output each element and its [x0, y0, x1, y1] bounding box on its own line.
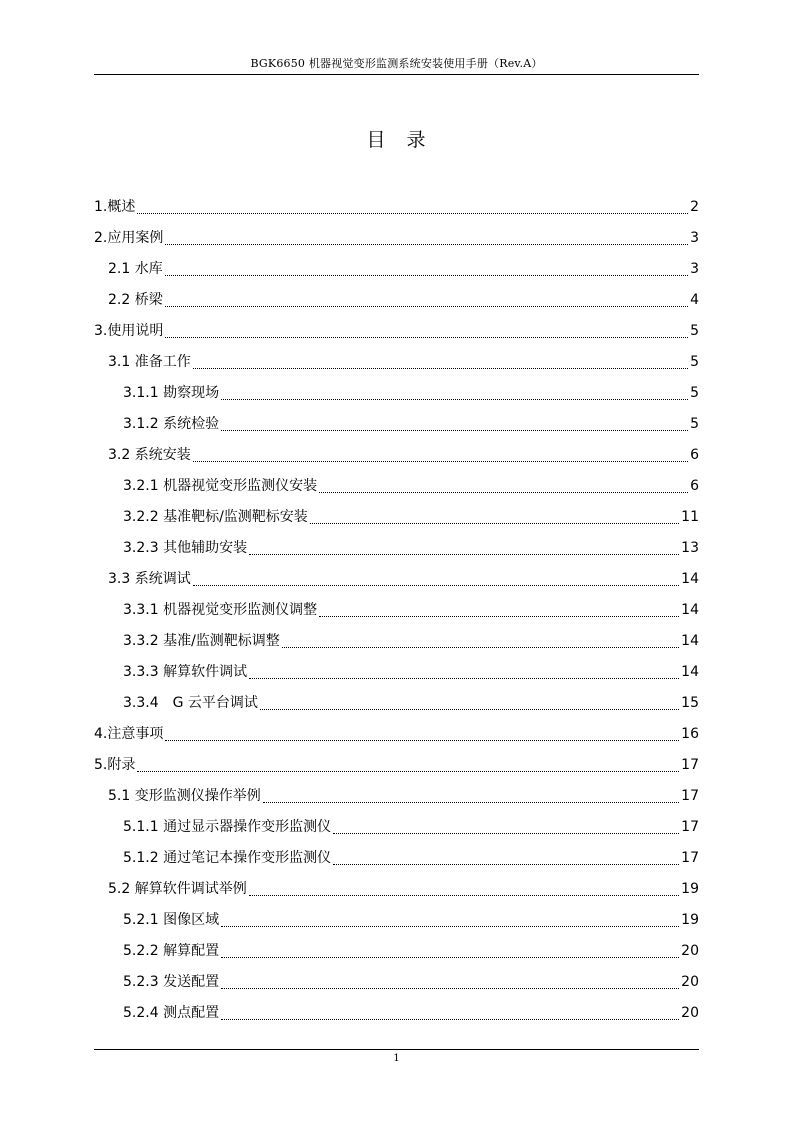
toc-entry[interactable] [94, 254, 699, 285]
toc-entry-label: 3.2.1 机器视觉变形监测仪安装 [123, 478, 318, 494]
toc-entry-label: 1.概述 [94, 199, 136, 215]
toc-dot-leader [221, 430, 688, 431]
toc-entry-page: 5 [690, 385, 699, 401]
toc-entry-label: 3.1 准备工作 [108, 354, 191, 370]
toc-entry[interactable] [94, 657, 699, 688]
toc-entry-page: 17 [681, 757, 699, 773]
toc-dot-leader [193, 461, 688, 462]
toc-dot-leader [193, 368, 688, 369]
toc-dot-leader [137, 771, 679, 772]
toc-entry[interactable] [94, 812, 699, 843]
toc-entry-label: 2.应用案例 [94, 230, 164, 246]
table-of-contents [94, 192, 699, 1029]
toc-entry-label: 5.2.1 图像区域 [123, 912, 220, 928]
toc-dot-leader [221, 988, 679, 989]
toc-entry[interactable] [94, 316, 699, 347]
toc-entry[interactable] [94, 626, 699, 657]
toc-entry[interactable] [94, 595, 699, 626]
toc-entry[interactable] [94, 285, 699, 316]
toc-entry-label: 3.1.1 勘察现场 [123, 385, 220, 401]
toc-dot-leader [249, 678, 679, 679]
toc-entry-page: 20 [681, 1005, 699, 1021]
toc-entry-page: 5 [690, 323, 699, 339]
page-header: BGK6650 机器视觉变形监测系统安装使用手册（Rev.A） [250, 57, 543, 70]
toc-entry-page: 13 [681, 540, 699, 556]
toc-entry-page: 14 [681, 664, 699, 680]
toc-entry[interactable] [94, 471, 699, 502]
toc-entry-page: 3 [690, 230, 699, 246]
toc-entry[interactable] [94, 564, 699, 595]
toc-dot-leader [193, 585, 679, 586]
toc-entry-label: 5.1 变形监测仪操作举例 [108, 788, 261, 804]
toc-dot-leader [319, 492, 688, 493]
toc-entry-page: 20 [681, 943, 699, 959]
toc-entry[interactable] [94, 378, 699, 409]
toc-entry-page: 19 [681, 912, 699, 928]
toc-entry-label: 3.3.1 机器视觉变形监测仪调整 [123, 602, 318, 618]
toc-dot-leader [221, 399, 688, 400]
header-divider [94, 74, 699, 75]
toc-entry[interactable] [94, 440, 699, 471]
toc-entry[interactable] [94, 936, 699, 967]
toc-entry-label: 3.2.3 其他辅助安装 [123, 540, 248, 556]
toc-title: 目 录 [366, 129, 427, 151]
toc-entry-label: 3.3.3 解算软件调试 [123, 664, 248, 680]
toc-dot-leader [333, 864, 679, 865]
toc-entry-page: 19 [681, 881, 699, 897]
toc-entry[interactable] [94, 967, 699, 998]
toc-entry-page: 5 [690, 416, 699, 432]
toc-entry-page: 20 [681, 974, 699, 990]
toc-entry[interactable] [94, 223, 699, 254]
page-number: 1 [393, 1053, 400, 1064]
toc-entry-label: 5.2.2 解算配置 [123, 943, 220, 959]
toc-entry-page: 3 [690, 261, 699, 277]
toc-entry-page: 14 [681, 602, 699, 618]
toc-dot-leader [165, 740, 679, 741]
toc-entry-label: 3.3.4 G 云平台调试 [123, 695, 258, 711]
toc-entry-label: 5.2 解算软件调试举例 [108, 881, 247, 897]
toc-entry[interactable] [94, 533, 699, 564]
toc-dot-leader [165, 244, 688, 245]
toc-dot-leader [165, 275, 688, 276]
toc-dot-leader [221, 957, 679, 958]
footer-divider [94, 1049, 699, 1050]
toc-entry-page: 11 [681, 509, 699, 525]
toc-dot-leader [319, 616, 679, 617]
toc-entry[interactable] [94, 347, 699, 378]
toc-entry-page: 14 [681, 571, 699, 587]
toc-dot-leader [249, 895, 679, 896]
toc-entry[interactable] [94, 874, 699, 905]
toc-entry-page: 17 [681, 850, 699, 866]
toc-entry-page: 5 [690, 354, 699, 370]
toc-entry-label: 5.1.1 通过显示器操作变形监测仪 [123, 819, 332, 835]
toc-entry-label: 5.2.3 发送配置 [123, 974, 220, 990]
toc-entry[interactable] [94, 843, 699, 874]
toc-entry-page: 6 [690, 447, 699, 463]
toc-dot-leader [310, 523, 679, 524]
toc-dot-leader [333, 833, 679, 834]
toc-dot-leader [263, 802, 679, 803]
toc-dot-leader [137, 213, 688, 214]
toc-entry-page: 16 [681, 726, 699, 742]
toc-entry[interactable] [94, 409, 699, 440]
toc-entry[interactable] [94, 750, 699, 781]
toc-dot-leader [249, 554, 679, 555]
toc-entry-label: 3.3 系统调试 [108, 571, 191, 587]
toc-entry-label: 5.附录 [94, 757, 136, 773]
toc-dot-leader [165, 337, 688, 338]
toc-entry-page: 4 [690, 292, 699, 308]
toc-entry[interactable] [94, 781, 699, 812]
toc-entry-label: 3.3.2 基准/监测靶标调整 [123, 633, 280, 649]
toc-dot-leader [260, 709, 679, 710]
toc-entry-label: 3.2 系统安装 [108, 447, 191, 463]
toc-dot-leader [165, 306, 688, 307]
toc-entry-label: 3.1.2 系统检验 [123, 416, 220, 432]
toc-entry-page: 17 [681, 819, 699, 835]
toc-entry[interactable] [94, 688, 699, 719]
toc-entry-label: 3.2.2 基准靶标/监测靶标安装 [123, 509, 308, 525]
toc-entry-page: 2 [690, 199, 699, 215]
toc-entry-label: 2.1 水库 [108, 261, 163, 277]
toc-entry[interactable] [94, 905, 699, 936]
toc-entry-page: 17 [681, 788, 699, 804]
toc-entry-label: 5.1.2 通过笔记本操作变形监测仪 [123, 850, 332, 866]
toc-entry[interactable] [94, 502, 699, 533]
toc-entry-label: 2.2 桥梁 [108, 292, 163, 308]
toc-dot-leader [221, 926, 679, 927]
toc-entry[interactable] [94, 192, 699, 223]
toc-entry-page: 6 [690, 478, 699, 494]
toc-dot-leader [221, 1019, 679, 1020]
toc-entry-label: 5.2.4 测点配置 [123, 1005, 220, 1021]
toc-entry-label: 4.注意事项 [94, 726, 164, 742]
toc-entry[interactable] [94, 998, 699, 1029]
toc-entry-label: 3.使用说明 [94, 323, 164, 339]
toc-dot-leader [282, 647, 679, 648]
toc-entry[interactable] [94, 719, 699, 750]
toc-entry-page: 14 [681, 633, 699, 649]
toc-entry-page: 15 [681, 695, 699, 711]
